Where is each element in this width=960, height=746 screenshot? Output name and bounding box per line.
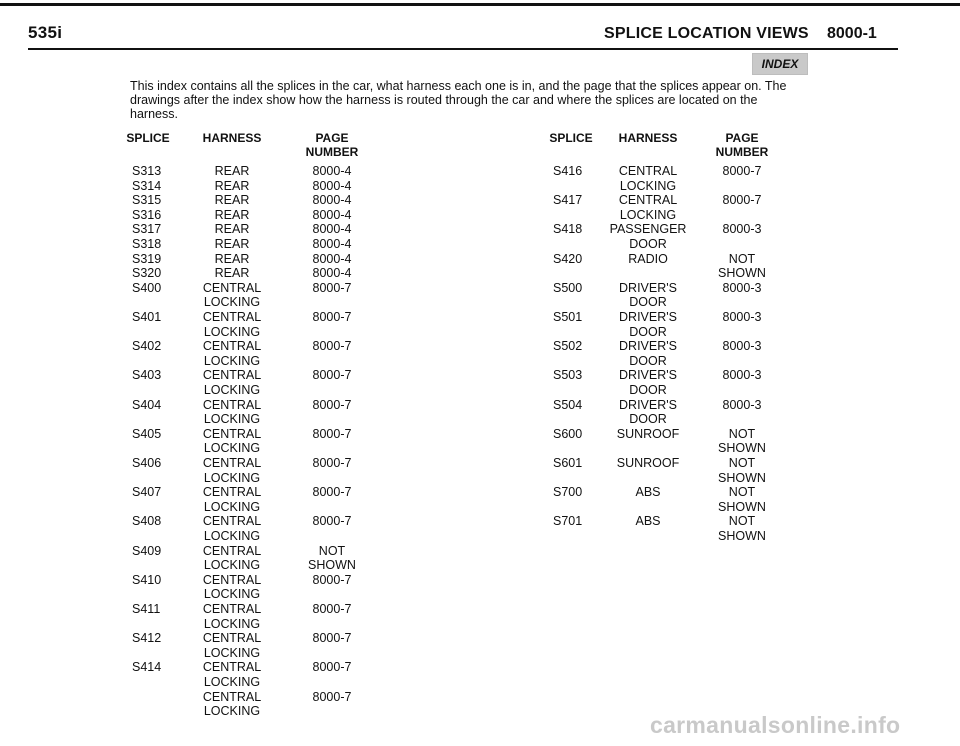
harness-name: REAR (214, 207, 250, 222)
page-number: 8000-3 (722, 280, 762, 295)
page-number: 8000-4 (312, 222, 352, 237)
table-row (0, 573, 400, 602)
harness-name: REAR (214, 251, 250, 266)
page-number: 8000-7 (312, 572, 352, 587)
splice-id: S412 (132, 631, 162, 646)
table-row (0, 368, 800, 397)
harness-name: REAR (214, 222, 250, 237)
harness-name: CENTRAL (202, 310, 262, 324)
page-number: 8000-4 (312, 237, 352, 251)
splice-id: S401 (132, 310, 162, 324)
harness-name: LOCKING (203, 674, 261, 689)
harness-name: LOCKING (203, 441, 261, 456)
page-number: 8000-4 (312, 207, 352, 222)
harness-name: DOOR (629, 382, 667, 397)
page-number: SHOWN (718, 266, 766, 281)
page-number: 8000-7 (722, 164, 762, 178)
splice-id: S402 (132, 339, 162, 354)
splice-id: S403 (132, 368, 162, 383)
splice-id: S502 (553, 339, 583, 354)
page-number: 8000-4 (312, 178, 352, 193)
harness-name: ABS (635, 514, 661, 529)
harness-name: LOCKING (203, 587, 261, 602)
table-row (0, 485, 800, 514)
harness-name: PASSENGER (609, 222, 687, 237)
harness-name: CENTRAL (202, 485, 262, 500)
splice-id: S600 (553, 426, 583, 441)
harness-name: DOOR (629, 353, 667, 368)
right-col-head-splice: SPLICE (549, 131, 593, 145)
page-number: SHOWN (308, 558, 356, 573)
splice-id: S408 (132, 514, 162, 529)
splice-id: S500 (553, 280, 583, 295)
table-row (0, 456, 800, 485)
page-number: 8000-7 (312, 368, 352, 383)
harness-name: DOOR (629, 295, 667, 310)
page-number: 8000-7 (312, 485, 352, 500)
page-code: 8000-1 (827, 25, 877, 42)
page-number: NOT (728, 514, 756, 529)
left-col-head-page-line1: PAGE (315, 131, 349, 145)
harness-name: LOCKING (203, 558, 261, 573)
page-number: 8000-7 (312, 660, 352, 675)
page-number: 8000-7 (312, 689, 352, 704)
watermark: carmanualsonline.info (650, 712, 901, 738)
page-number: 8000-4 (312, 251, 352, 266)
harness-name: CENTRAL (202, 514, 262, 529)
harness-name: REAR (214, 266, 250, 281)
splice-id: S503 (553, 368, 583, 383)
table-row (0, 222, 800, 251)
harness-name: CENTRAL (202, 426, 262, 441)
table-row (0, 310, 800, 339)
harness-name: LOCKING (203, 645, 261, 660)
table-row (0, 690, 400, 719)
harness-name: REAR (214, 164, 250, 178)
page-number: 8000-4 (312, 266, 352, 281)
harness-name: DOOR (629, 236, 667, 251)
harness-name: LOCKING (203, 616, 261, 631)
page-number: 8000-7 (312, 602, 352, 616)
harness-name: LOCKING (203, 528, 261, 543)
table-row (0, 252, 800, 281)
splice-id: S319 (132, 251, 162, 266)
harness-name: REAR (214, 178, 250, 193)
splice-id: S317 (132, 222, 162, 237)
top-rule (0, 3, 960, 6)
page-number: 8000-3 (722, 310, 762, 324)
page-number: 8000-3 (722, 222, 762, 237)
splice-id: S314 (132, 178, 162, 193)
harness-name: LOCKING (203, 353, 261, 368)
splice-id: S501 (553, 310, 583, 324)
section-title: SPLICE LOCATION VIEWS (604, 25, 809, 42)
harness-name: REAR (214, 193, 250, 208)
table-row (0, 544, 400, 573)
splice-id: S410 (132, 572, 162, 587)
harness-name: DOOR (629, 324, 667, 339)
harness-name: LOCKING (203, 295, 261, 310)
splice-id: S701 (553, 514, 583, 529)
page-number: SHOWN (718, 470, 766, 485)
page-number: 8000-7 (312, 397, 352, 412)
harness-name: LOCKING (203, 499, 261, 514)
splice-id: S416 (553, 164, 583, 178)
splice-id: S406 (132, 456, 162, 470)
harness-name: ABS (635, 485, 661, 500)
harness-name: CENTRAL (202, 339, 262, 354)
harness-name: CENTRAL (202, 543, 262, 558)
harness-name: REAR (214, 237, 250, 251)
harness-name: LOCKING (619, 178, 677, 193)
header-rule (28, 48, 898, 50)
splice-id: S420 (553, 251, 583, 266)
harness-name: DOOR (629, 412, 667, 427)
left-col-head-splice: SPLICE (126, 131, 170, 145)
splice-id: S400 (132, 280, 162, 295)
right-col-head-page-line1: PAGE (725, 131, 759, 145)
splice-id: S313 (132, 164, 162, 178)
harness-name: LOCKING (203, 324, 261, 339)
splice-id: S318 (132, 237, 162, 251)
table-row (0, 427, 800, 456)
splice-id: S404 (132, 397, 162, 412)
page-number: 8000-3 (722, 397, 762, 412)
splice-id: S315 (132, 193, 162, 208)
harness-name: CENTRAL (202, 280, 262, 295)
splice-id: S320 (132, 266, 162, 281)
index-badge: INDEX (752, 53, 808, 75)
splice-id: S700 (553, 485, 583, 500)
harness-name: RADIO (628, 251, 668, 266)
splice-id: S601 (553, 456, 583, 470)
harness-name: LOCKING (619, 207, 677, 222)
table-row (0, 631, 400, 660)
harness-name: CENTRAL (202, 631, 262, 646)
left-col-head-page-line2: NUMBER (305, 145, 359, 159)
harness-name: CENTRAL (202, 689, 262, 704)
table-row (0, 193, 800, 222)
right-col-head-page-line2: NUMBER (715, 145, 769, 159)
page-number: NOT (318, 543, 346, 558)
harness-name: DRIVER'S (619, 397, 677, 412)
page-number: 8000-4 (312, 193, 352, 208)
splice-id: S414 (132, 660, 162, 675)
page-number: 8000-7 (312, 339, 352, 354)
page-number: 8000-7 (312, 280, 352, 295)
page-number: 8000-3 (722, 339, 762, 354)
page-number: 8000-7 (312, 310, 352, 324)
left-col-head-page (290, 131, 374, 159)
table-row (0, 398, 800, 427)
table-row (0, 660, 400, 689)
page-number: SHOWN (718, 441, 766, 456)
harness-name: DRIVER'S (619, 280, 677, 295)
splice-id: S504 (553, 397, 583, 412)
splice-id: S409 (132, 543, 162, 558)
splice-id: S405 (132, 426, 162, 441)
page-number: 8000-3 (722, 368, 762, 383)
harness-name: CENTRAL (202, 660, 262, 675)
left-col-head-harness: HARNESS (202, 131, 262, 145)
harness-name: LOCKING (203, 382, 261, 397)
page-number: 8000-7 (312, 426, 352, 441)
page-number: 8000-7 (312, 631, 352, 646)
right-col-head-page (700, 131, 784, 159)
page-number: SHOWN (718, 528, 766, 543)
harness-name: DRIVER'S (619, 339, 677, 354)
harness-name: SUNROOF (616, 426, 680, 441)
splice-id: S417 (553, 193, 583, 208)
harness-name: CENTRAL (202, 572, 262, 587)
harness-name: CENTRAL (618, 193, 678, 208)
harness-name: CENTRAL (202, 397, 262, 412)
table-row (0, 602, 400, 631)
splice-id: S411 (132, 602, 161, 616)
table-row (0, 339, 800, 368)
harness-name: LOCKING (203, 704, 261, 719)
page-number: NOT (728, 426, 756, 441)
splice-id: S418 (553, 222, 583, 237)
table-row (0, 164, 800, 193)
intro-paragraph: This index contains all the splices in the car, what harness each one is in, and the page that the splices appear on. The drawings after the index show how the harness is routed through the car and where the splices are located on the harness. (130, 79, 787, 121)
splice-id: S407 (132, 485, 162, 500)
page-number: NOT (728, 485, 756, 500)
harness-name: CENTRAL (202, 456, 262, 470)
harness-name: LOCKING (203, 412, 261, 427)
splice-id: S316 (132, 207, 162, 222)
page-number: SHOWN (718, 499, 766, 514)
harness-name: CENTRAL (202, 368, 262, 383)
harness-name: SUNROOF (616, 456, 680, 470)
harness-name: CENTRAL (618, 164, 678, 178)
harness-name: DRIVER'S (619, 368, 677, 383)
page-number: 8000-7 (722, 193, 762, 208)
harness-name: CENTRAL (202, 602, 262, 616)
page-number: 8000-7 (312, 514, 352, 529)
right-col-head-harness: HARNESS (618, 131, 678, 145)
table-row (0, 281, 800, 310)
harness-name: DRIVER'S (619, 310, 677, 324)
page-number: 8000-4 (312, 164, 352, 178)
page-number: NOT (728, 251, 756, 266)
page-number: 8000-7 (312, 456, 352, 470)
model-label: 535i (28, 23, 63, 42)
page-number: NOT (728, 456, 756, 470)
harness-name: LOCKING (203, 470, 261, 485)
table-row (0, 514, 800, 543)
